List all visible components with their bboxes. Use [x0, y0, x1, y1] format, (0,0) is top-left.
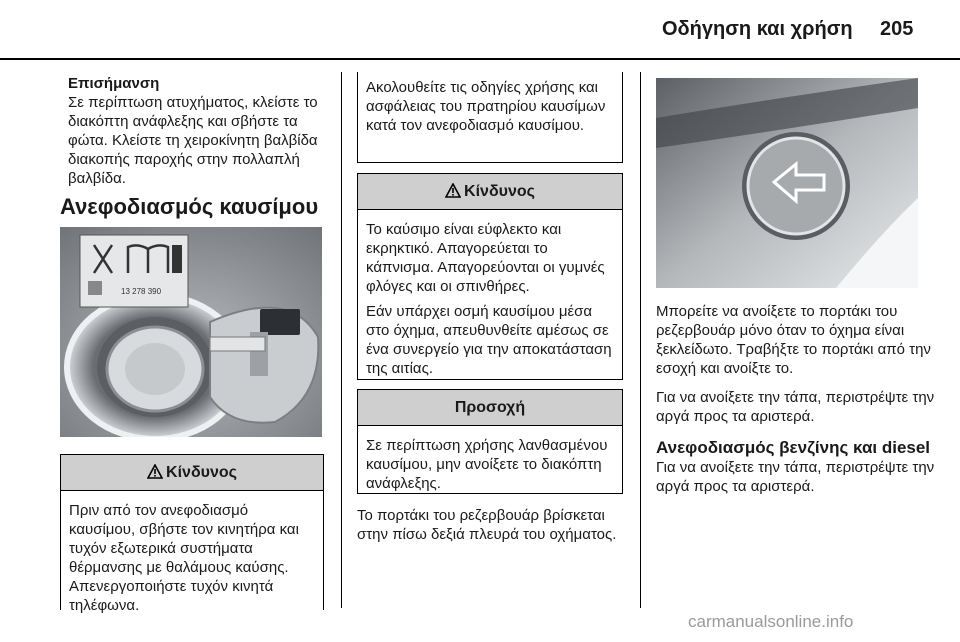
fuel-filler-photo: [60, 227, 322, 437]
warning-triangle-icon: [147, 464, 163, 480]
caution-box-header: Προσοχή: [358, 390, 622, 426]
intro-box: [357, 72, 623, 162]
fuel-door-location-text: Το πορτάκι του ρεζερβουάρ βρίσκεται στην πίσω δεξιά πλευρά του οχήματος.: [357, 507, 617, 543]
cap-open-text-1: Για να ανοίξετε την τάπα, περιστρέψτε την αργά προς τα αριστερά.: [656, 389, 935, 425]
danger-box-title: Κίνδυνος: [464, 183, 535, 200]
column-divider-1: [341, 72, 342, 608]
notice-block: [68, 74, 330, 188]
danger-box-header: [358, 174, 622, 210]
danger-box-text: Πριν από τον ανεφοδιασμό καυσίμου, σβήστε τον κινητήρα και τυχόν εξωτερικά συστήματα θέρμανσης με θαλάμους καύσης. Απενεργοποιήστε τυχόν κινητά τηλέφωνα.: [69, 502, 299, 614]
fuel-door-open-text: Μπορείτε να ανοίξετε το πορτάκι του ρεζερβουάρ μόνο όταν το όχημα είναι ξεκλείδωτο. Τραβήξτε το πορτάκι από την εσοχή και ανοίξτε το.: [656, 303, 931, 377]
danger-box-fuel: [60, 454, 324, 614]
fuel-door-illustration: [656, 78, 918, 288]
photo-label-code: 13 278 390: [121, 287, 162, 296]
danger-box-bottom-rule: [357, 379, 623, 380]
notice-text: Σε περίπτωση ατυχήματος, κλείστε το διακόπτη ανάφλεξης και σβήστε τα φώτα. Κλείστε τη χειροκίνητη βαλβίδα διακοπής παροχής στην πολλαπλή βαλβίδα.: [68, 94, 318, 187]
danger-box-header: [61, 455, 323, 491]
caution-box: [357, 389, 623, 494]
fuel-filler-illustration: [60, 227, 322, 437]
fuel-door-photo: [656, 78, 918, 288]
danger-box-title: Κίνδυνος: [166, 464, 237, 481]
danger-box-text-2: Εάν υπάρχει οσμή καυσίμου μέσα στο όχημα, απευθυνθείτε αμέσως σε ένα συνεργείο για την αποκατάσταση της αιτίας.: [366, 303, 612, 377]
column-3-text: [656, 302, 942, 496]
sub-heading: Ανεφοδιασμός βενζίνης και diesel: [656, 438, 931, 457]
caution-box-bottom-rule: [357, 493, 623, 494]
danger-box-flammable: [357, 173, 623, 380]
watermark: carmanualsonline.info: [688, 612, 854, 631]
intro-text: Ακολουθείτε τις οδηγίες χρήσης και ασφάλειας του πρατηρίου καυσίμων κατά τον ανεφοδιασμό καυσίμου.: [366, 79, 606, 134]
cap-open-text-2: Για να ανοίξετε την τάπα, περιστρέψτε την αργά προς τα αριστερά.: [656, 459, 935, 495]
fuel-door-location: [357, 506, 623, 544]
caution-box-text: Σε περίπτωση χρήσης λανθασμένου καυσίμου, μην ανοίξετε το διακόπτη ανάφλεξης.: [366, 437, 608, 492]
danger-box-text-1: Το καύσιμο είναι εύφλεκτο και εκρηκτικό. Απαγορεύεται το κάπνισμα. Απαγορεύονται οι γυμνές φλόγες και οι σπινθήρες.: [366, 221, 605, 295]
header-rule: [0, 58, 960, 60]
column-divider-2: [640, 72, 641, 608]
intro-box-bottom-rule: [357, 162, 623, 163]
section-heading: Ανεφοδιασμός καυσίμου: [60, 194, 319, 219]
running-header-title: Οδήγηση και χρήση: [662, 18, 853, 40]
page-number: 205: [880, 18, 914, 40]
warning-triangle-icon: [445, 183, 461, 199]
notice-title: Επισήμανση: [68, 75, 160, 92]
